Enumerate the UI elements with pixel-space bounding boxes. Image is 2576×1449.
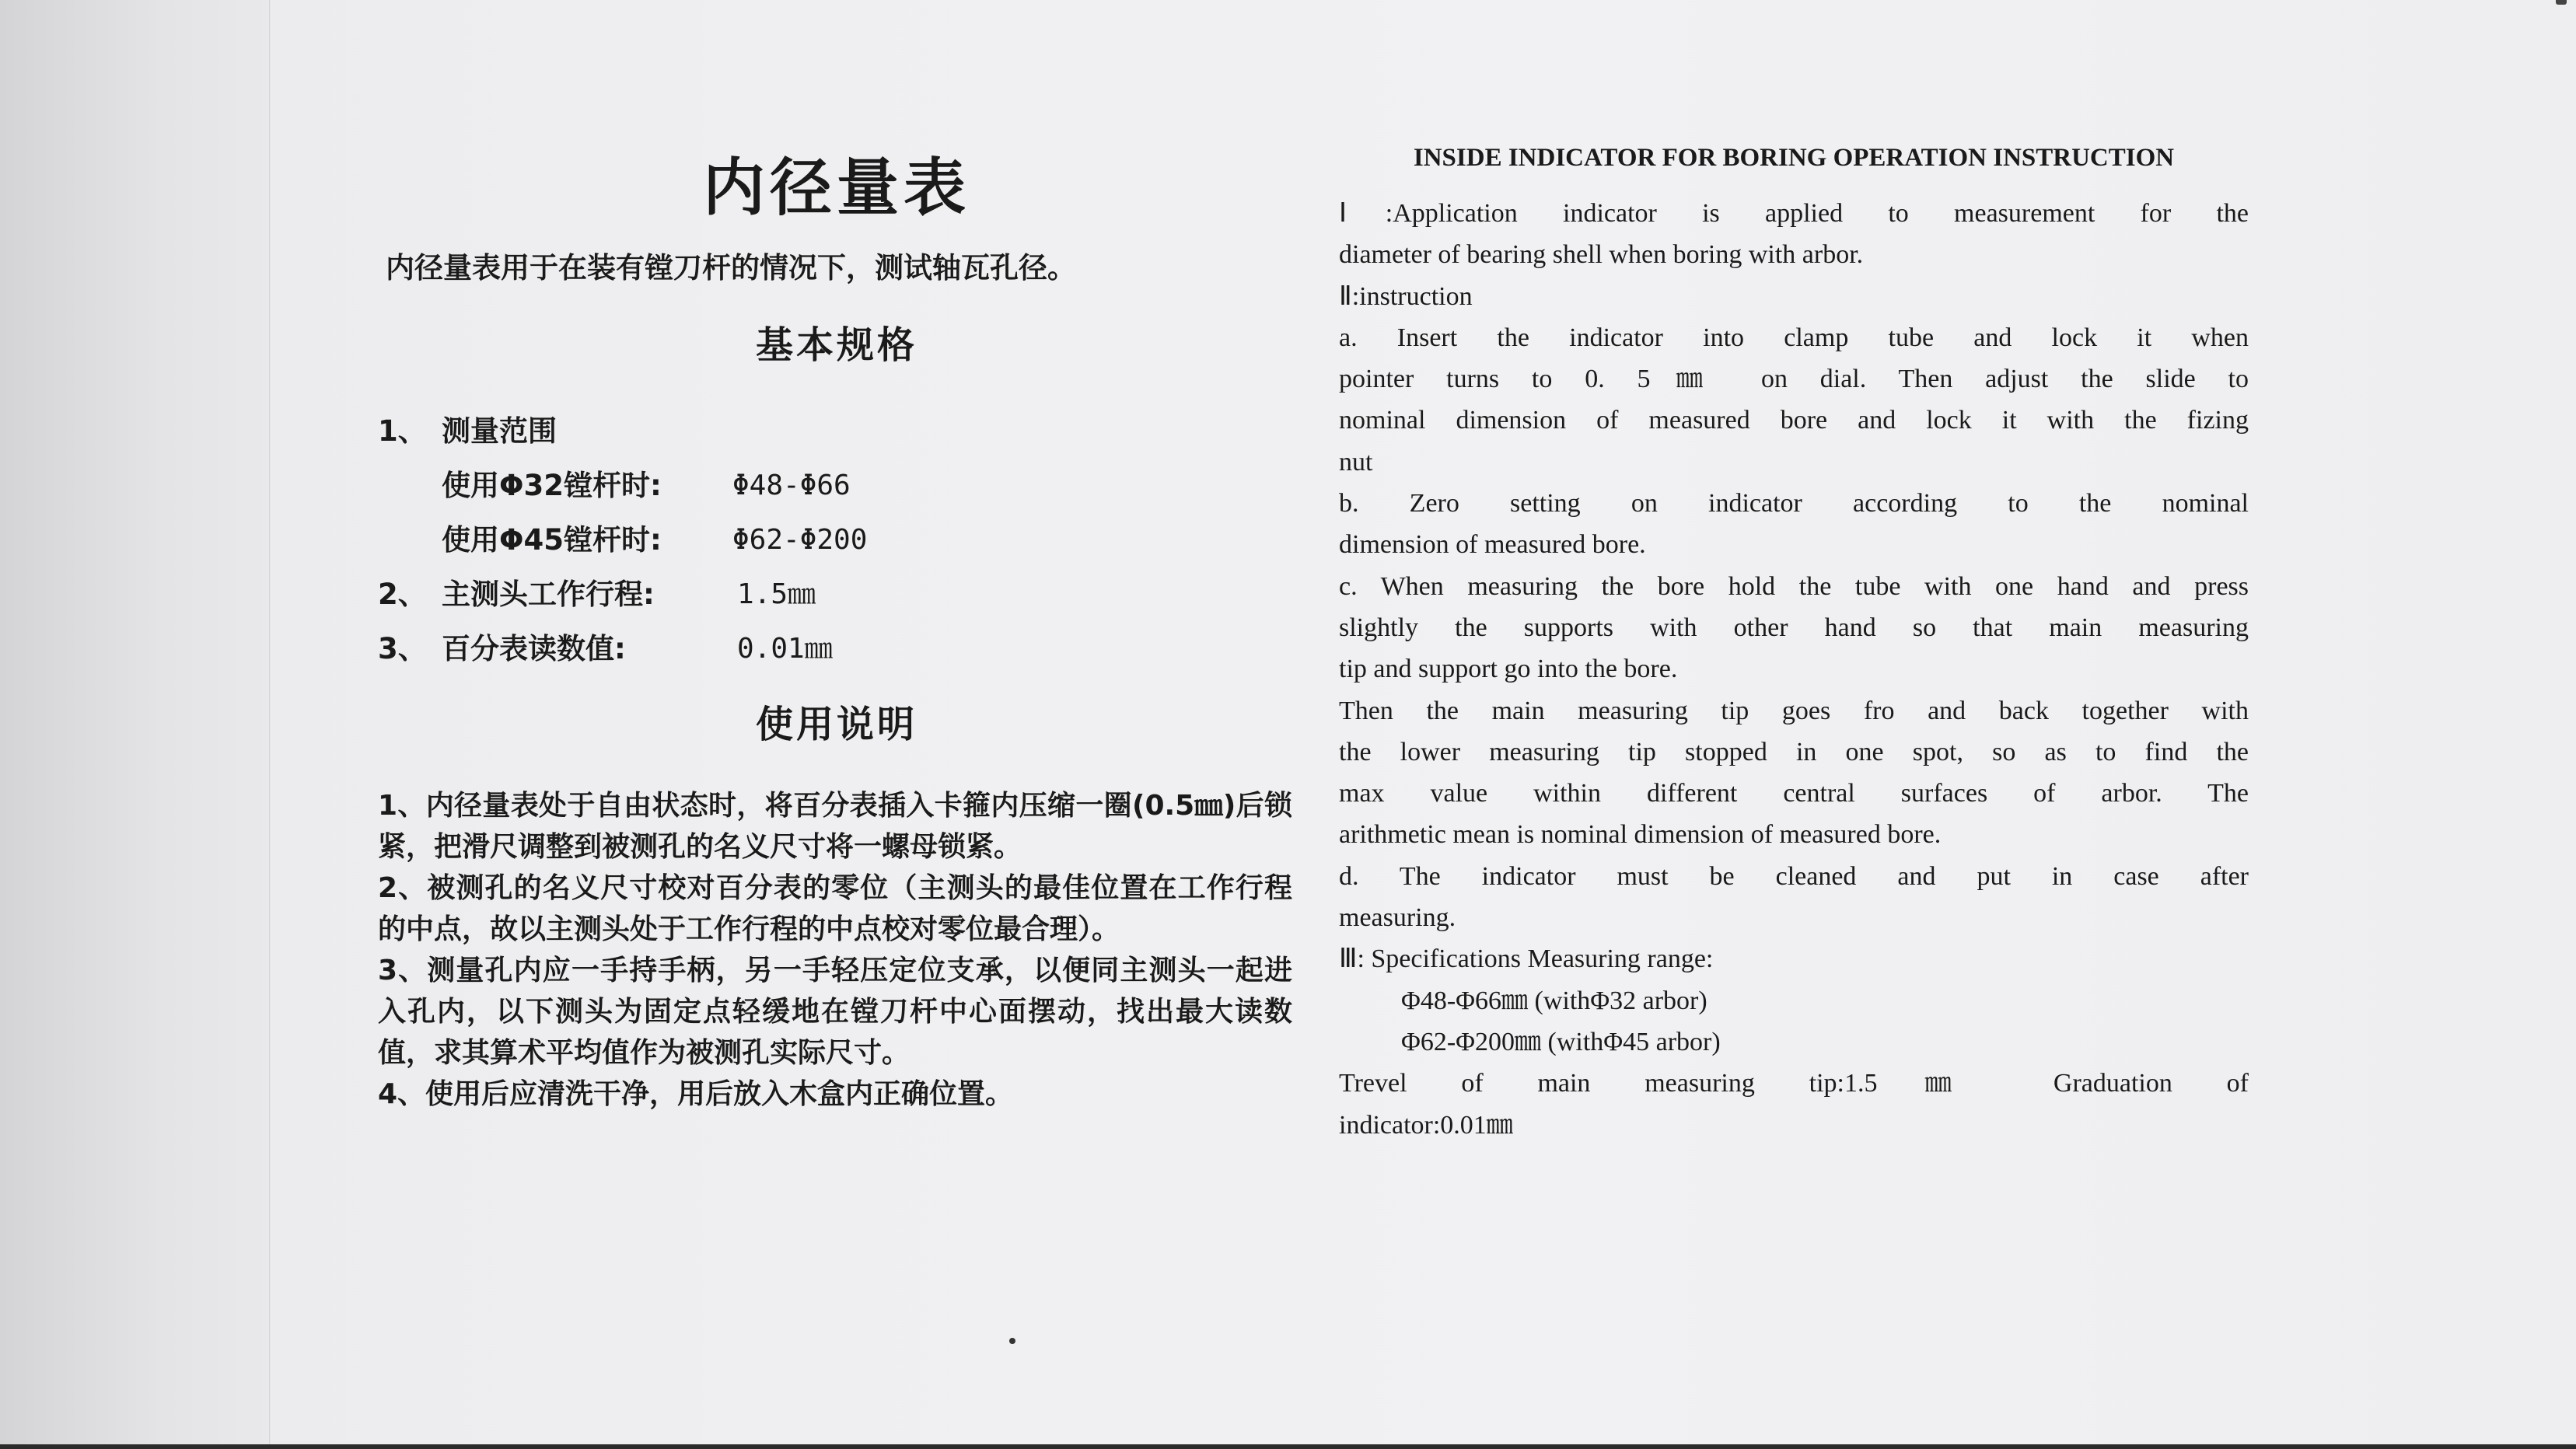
en-line: Φ62-Φ200㎜ (withΦ45 arbor)	[1401, 1027, 1721, 1056]
zh-usage-item-2: 2、被测孔的名义尺寸校对百分表的零位（主测头的最佳位置在工作行程的中点，故以主测头处于工作行程的中点校对零位最合理）。	[378, 872, 1292, 945]
zh-subtitle: 内径量表用于在装有镗刀杆的情况下，测试轴瓦孔径。	[386, 251, 1076, 285]
ink-dot	[1009, 1338, 1015, 1344]
en-line: the lower measuring tip stopped in one spot, so as to find the	[1339, 737, 2249, 766]
en-line: Trevel of main measuring tip:1.5㎜ Graduation of	[1339, 1069, 2249, 1098]
zh-spec-item-2-label: 主测头工作行程:	[442, 578, 655, 611]
en-line: Ⅲ: Specifications Measuring range:	[1339, 944, 1714, 974]
zh-usage-item-1: 1、内径量表处于自由状态时，将百分表插入卡箍内压缩一圈(0.5㎜)后锁紧，把滑尺调整到被测孔的名义尺寸将一螺母锁紧。	[378, 790, 1292, 863]
page-corner-mark	[2556, 0, 2567, 5]
en-line: a. Insert the indicator into clamp tube and lock it when	[1339, 323, 2249, 352]
previous-page-edge	[0, 0, 271, 1444]
en-line: b. Zero setting on indicator according to the nominal	[1339, 489, 2249, 518]
en-line: Ⅰ:Application indicator is applied to measurement for the	[1339, 199, 2249, 228]
page-fold	[269, 0, 271, 1444]
zh-usage-item-4: 4、使用后应清洗干净，用后放入木盒内正确位置。	[378, 1078, 1014, 1110]
zh-spec-item-3-num: 3、	[378, 632, 427, 665]
en-line: arithmetic mean is nominal dimension of measured bore.	[1339, 820, 1942, 850]
en-line: d. The indicator must be cleaned and put in case after	[1339, 861, 2249, 891]
en-body	[1339, 193, 2249, 1146]
en-line: pointer turns to 0. 5㎜ on dial. Then adjust the slide to	[1339, 365, 2249, 394]
zh-spec-item-3-value: 0.01㎜	[737, 633, 833, 665]
en-title: INSIDE INDICATOR FOR BORING OPERATION INSTRUCTION	[1413, 144, 2175, 172]
en-line: Φ48-Φ66㎜ (withΦ32 arbor)	[1401, 986, 1707, 1015]
en-line: max value within different central surfaces of arbor. The	[1339, 779, 2249, 808]
zh-usage-item-3: 3、测量孔内应一手持手柄，另一手轻压定位支承，以便同主测头一起进入孔内，以下测头为固定点轻缓地在镗刀杆中心面摆动，找出最大读数值，求其算术平均值作为被测孔实际尺寸。	[378, 955, 1292, 1069]
en-line: nominal dimension of measured bore and lock it with the fizing	[1339, 406, 2249, 435]
zh-spec-item-3-label: 百分表读数值:	[442, 632, 626, 665]
zh-spec-item-1-label: 测量范围	[442, 414, 557, 448]
zh-spec-item-2-value: 1.5㎜	[737, 578, 816, 610]
zh-spec-item-1-num: 1、	[378, 414, 427, 448]
zh-usage-heading: 使用说明	[755, 703, 918, 746]
zh-title: 内径量表	[703, 152, 970, 224]
en-line: Then the main measuring tip goes fro and back together with	[1339, 696, 2249, 725]
en-line: dimension of measured bore.	[1339, 530, 1646, 560]
zh-range-2-label: 使用Φ45镗杆时:	[442, 523, 662, 557]
zh-spec-item-2-num: 2、	[378, 578, 427, 611]
en-line: nut	[1339, 447, 1373, 477]
en-line: Ⅱ:instruction	[1339, 281, 1473, 311]
zh-spec-heading: 基本规格	[755, 323, 918, 367]
zh-range-1-value: Φ48-Φ66	[732, 470, 851, 501]
en-line: c. When measuring the bore hold the tube with one hand and press	[1339, 571, 2249, 601]
en-line: slightly the supports with other hand so that main measuring	[1339, 613, 2249, 642]
en-line: measuring.	[1339, 903, 1456, 933]
en-line: indicator:0.01㎜	[1339, 1110, 1513, 1140]
en-line: diameter of bearing shell when boring with arbor.	[1339, 240, 1864, 270]
zh-range-2-value: Φ62-Φ200	[732, 524, 868, 556]
en-line: tip and support go into the bore.	[1339, 655, 1678, 684]
zh-range-1-label: 使用Φ32镗杆时:	[442, 469, 662, 502]
